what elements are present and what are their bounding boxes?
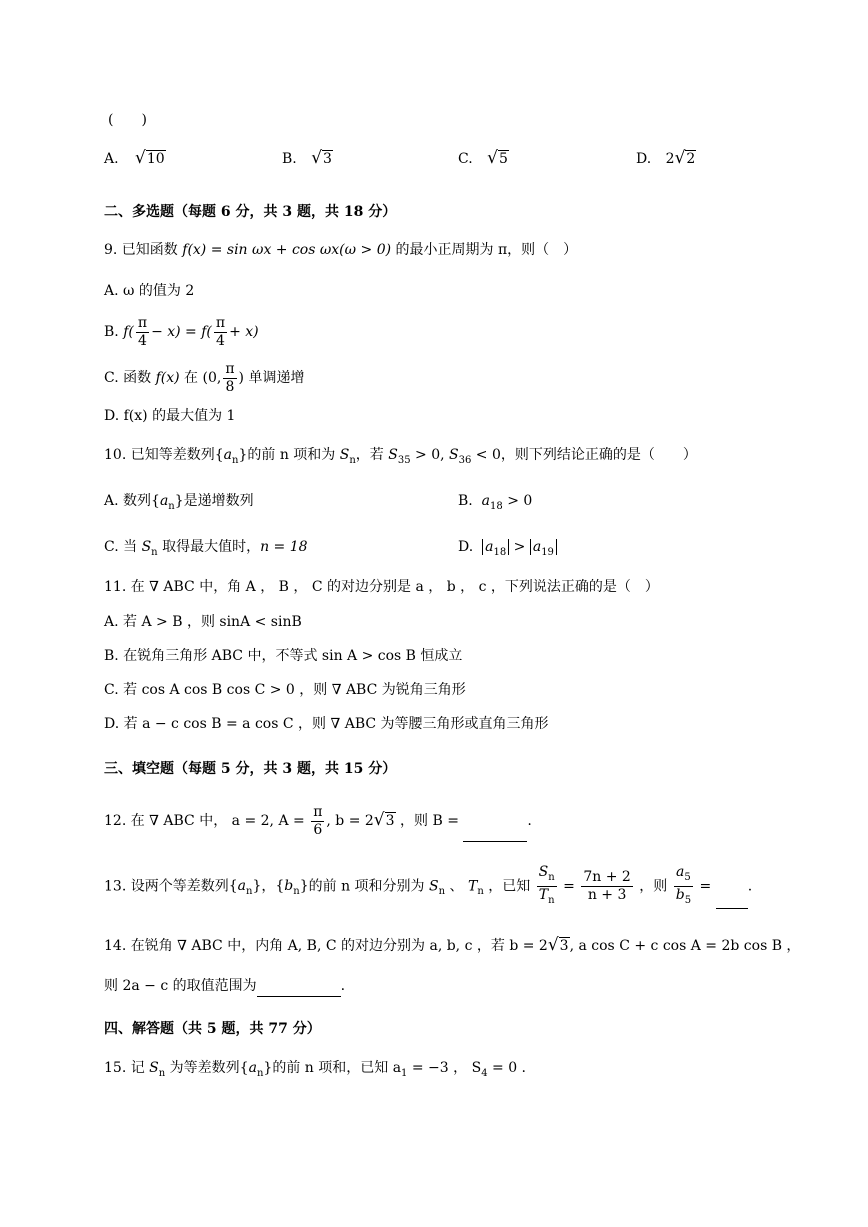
- fraction: $\frac{7n + 2}{n + 3}$: [583, 868, 631, 903]
- q8-option-d: D. 2√2: [636, 148, 696, 168]
- q8-option-a: A. √10: [104, 148, 165, 168]
- section-heading-multi-choice: 二、多选题（每题 6 分，共 3 题，共 18 分）: [104, 204, 397, 220]
- radical: √10: [135, 148, 165, 168]
- q10-option-b: B. $a_{18} > 0$: [458, 493, 533, 512]
- radical: √5: [487, 148, 508, 168]
- answer-blank: [257, 976, 341, 997]
- q11-option-c: C. 若 cos A cos B cos C > 0 ，则 ∇ ABC 为锐角三角形: [104, 682, 466, 698]
- q9-option-d: D. f(x) 的最大值为 1: [104, 408, 236, 424]
- q9-option-a: A. ω 的值为 2: [104, 283, 195, 299]
- q10-option-d: D. $a_{18} > a_{19}$: [458, 537, 557, 563]
- section-heading-solution: 四、解答题（共 5 题，共 77 分）: [104, 1021, 321, 1037]
- q11-option-d: D. 若 a − c cos B = a cos C ，则 ∇ ABC 为等腰三角形或直角三角形: [104, 716, 549, 732]
- q14-stem-line1: 14. 在锐角 ∇ ABC 中，内角 A, B, C 的对边分别为 a, b, c ，若 b = 2√3, a cos C + c cos A = 2b cos B ，: [104, 935, 801, 955]
- radical: √3: [547, 935, 569, 955]
- q8-option-b: B. √3: [282, 148, 332, 168]
- answer-blank: [463, 801, 527, 842]
- radical: √3: [373, 810, 395, 830]
- q10-option-a: A. 数列$\{a_n\}$是递增数列: [104, 493, 254, 512]
- q11-option-a: A. 若 A > B ，则 sinA < sinB: [104, 614, 302, 630]
- q14-stem-line2: 则 2a − c 的取值范围为 .: [104, 976, 345, 997]
- q8-option-c: C. √5: [458, 148, 508, 168]
- fraction: $\frac{S_n}{T_n}$: [538, 864, 555, 906]
- q15-stem: 15. 记 $S_n$ 为等差数列$\{a_n\}$的前 n 项和，已知 $a_1 = -3$ ， $S_4 = 0$ .: [104, 1060, 527, 1079]
- fraction: $\frac{\pi}{4}$: [215, 314, 226, 349]
- q9-stem: 9. 已知函数 f(x) = sin ωx + cos ωx(ω > 0) 的最小正周期为 π，则（ ）: [104, 242, 578, 258]
- radical: √3: [311, 148, 332, 168]
- fraction: $\frac{\pi}{6}$: [313, 803, 323, 838]
- q10-stem: 10. 已知等差数列$\{a_n\}$的前 n 项和为 $S_n$，若 $S_{35} > 0$, $S_{36} < 0$，则下列结论正确的是（ ）: [104, 447, 697, 466]
- fraction: $\frac{\pi}{8}$: [225, 360, 235, 395]
- q10-option-c: C. 当 $S_n$ 取得最大值时，n = 18: [104, 539, 308, 558]
- fraction: $\frac{\pi}{4}$: [137, 314, 148, 349]
- q11-option-b: B. 在锐角三角形 ABC 中，不等式 sin A > cos B 恒成立: [104, 648, 463, 664]
- q12-stem: 12. 在 ∇ ABC 中， a = 2, A = $\frac{\pi}{6}$ , b = 2√3 ，则 B = .: [104, 800, 532, 840]
- q11-stem: 11. 在 ∇ ABC 中，角 A ， B ， C 的对边分别是 a ， b ， c ，下列说法正确的是（ ）: [104, 579, 659, 595]
- radical: √2: [674, 148, 696, 168]
- fraction: $\frac{a_5}{b_5}$: [675, 864, 692, 906]
- answer-blank: [716, 864, 748, 909]
- q13-stem: 13. 设两个等差数列$\{a_n\}$，$\{b_n\}$的前 n 项和分别为 $S_n$ 、 $T_n$ ，已知 $\frac{S_n}{T_n}$ = $\frac{7n + 2}{n + 3}$ ，则 $\frac{a_5}{b_5}$ = .: [104, 864, 752, 908]
- section-heading-fill-blank: 三、填空题（每题 5 分，共 3 题，共 15 分）: [104, 761, 397, 777]
- q9-option-b: B. f( $\frac{\pi}{4}$ − x) = f( $\frac{\pi}{4}$ + x): [104, 314, 259, 349]
- q9-option-c: C. 函数 f(x) 在 (0, $\frac{\pi}{8}$ ) 单调递增: [104, 360, 305, 395]
- q8-paren: ( ): [108, 112, 147, 128]
